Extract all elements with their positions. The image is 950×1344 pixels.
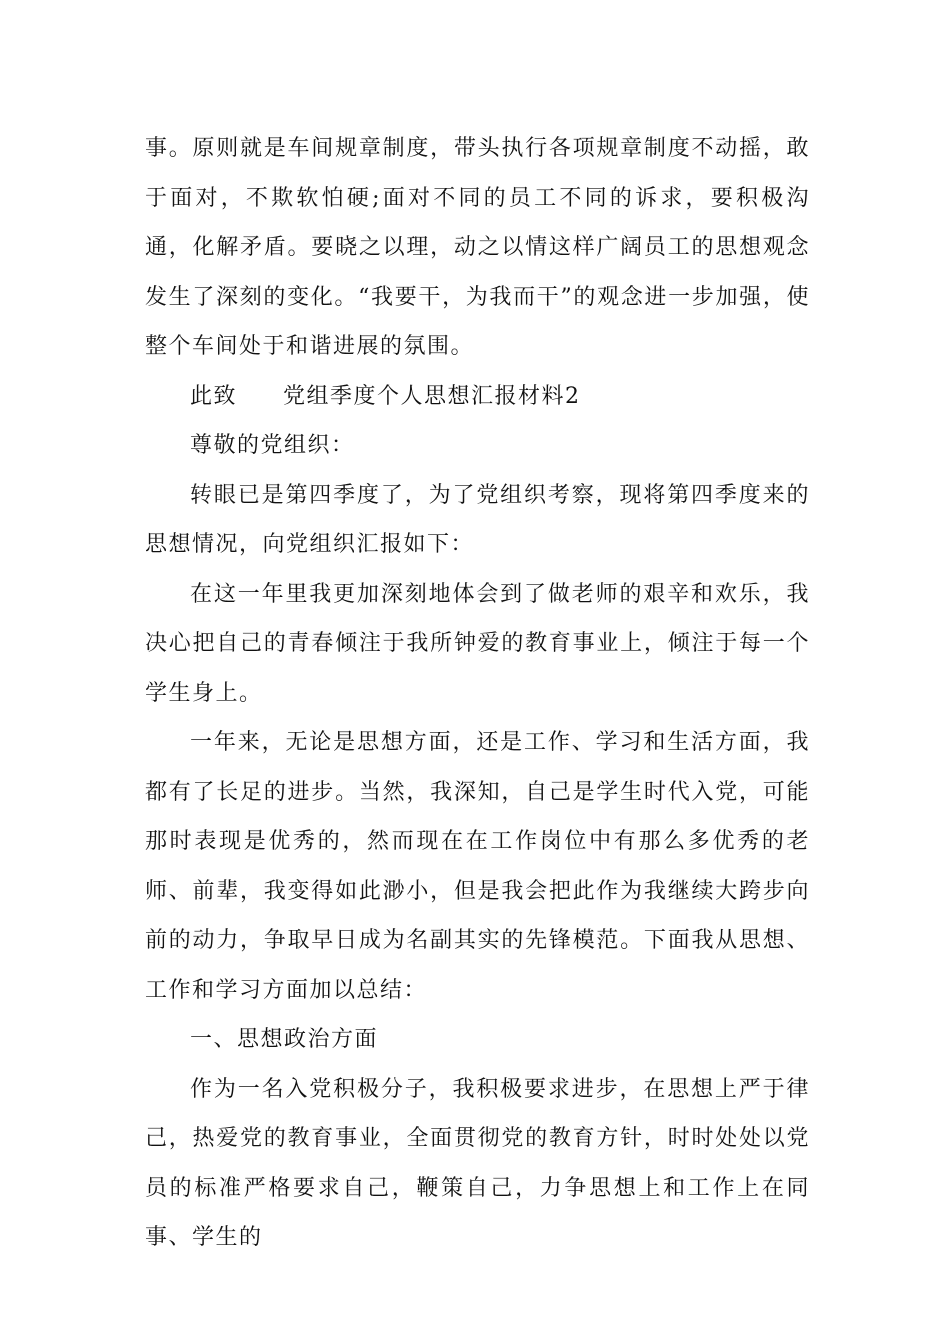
report-title: 党组季度个人思想汇报材料2 bbox=[283, 383, 581, 409]
salutation-text: 此致 bbox=[190, 383, 238, 409]
document-body bbox=[145, 124, 810, 1263]
paragraph-reflection: 在这一年里我更加深刻地体会到了做老师的艰辛和欢乐，我决心把自己的青春倾注于我所钟爱的教育事业上，倾注于每一个学生身上。 bbox=[145, 581, 810, 706]
paragraph-greeting: 尊敬的党组织： bbox=[190, 433, 355, 458]
paragraph-continued-text: 事。原则就是车间规章制度，带头执行各项规章制度不动摇，敢于面对，不欺软怕硬;面对不同的员工不同的诉求，要积极沟通，化解矛盾。要晓之以理，动之以情这样广阔员工的思想观念发生了深刻的变化。“我要干，为我而干”的观念进一步加强，使整个车间处于和谐进展的氛围。 bbox=[145, 136, 810, 359]
paragraph-ideology: 作为一名入党积极分子，我积极要求进步，在思想上严于律己，热爱党的教育事业，全面贯彻党的教育方针，时时处处以党员的标准严格要求自己，鞭策自己，力争思想上和工作上在同事、学生的 bbox=[145, 1076, 810, 1250]
paragraph-salutation-title bbox=[145, 372, 810, 422]
section-heading-ideology: 一、思想政治方面 bbox=[190, 1027, 379, 1052]
paragraph-intro: 转眼已是第四季度了，为了党组织考察，现将第四季度来的思想情况，向党组织汇报如下： bbox=[145, 482, 810, 557]
paragraph-progress: 一年来，无论是思想方面，还是工作、学习和生活方面，我都有了长足的进步。当然，我深知，自己是学生时代入党，可能那时表现是优秀的，然而现在在工作岗位中有那么多优秀的老师、前辈，我变得如此渺小，但是我会把此作为我继续大跨步向前的动力，争取早日成为名副其实的先锋模范。下面我从思想、工作和学习方面加以总结： bbox=[145, 730, 810, 1003]
